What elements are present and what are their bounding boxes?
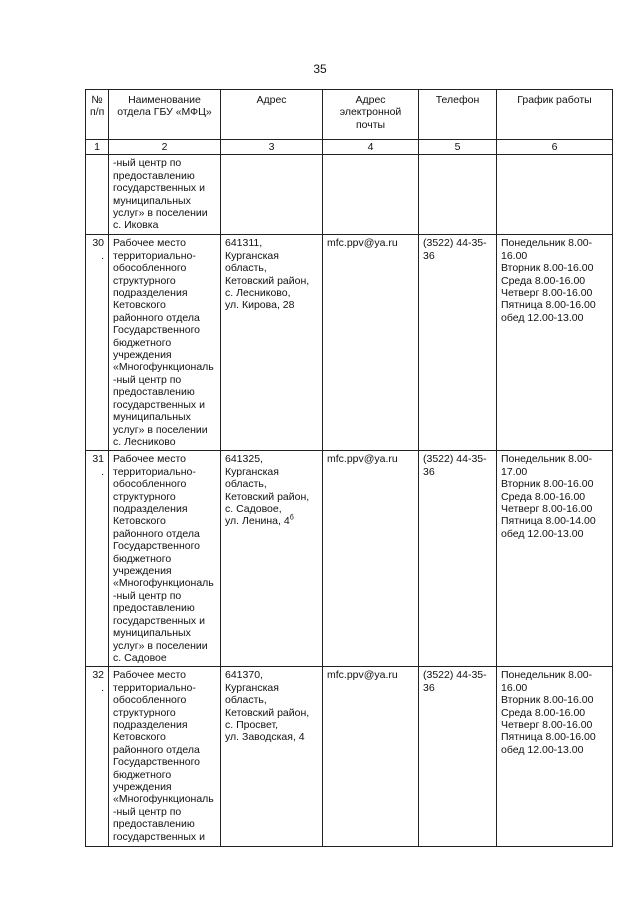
table-row [86,667,613,847]
row-number [86,155,109,235]
text-line: ул. Ленина, $4^б$ [225,514,294,528]
text-line: муниципальных [113,411,191,424]
text-line: бюджетного [113,336,172,349]
text-line: Государственного [113,324,201,337]
text-line: № [91,94,103,106]
text-line: -ный центр по [113,157,182,170]
text-line: -ный центр по [113,373,182,386]
schedule-cell [497,235,613,451]
address-cell [221,667,323,847]
text-line: бюджетного [113,768,172,781]
text-line: предоставлению [113,818,195,831]
address-cell [221,451,323,667]
text-line: -ный центр по [113,805,182,818]
text-line: «Многофункциональ [113,361,214,374]
header-cell [419,90,497,140]
email-cell: mfc.ppv@ya.ru [323,451,419,667]
text-line: 36 [423,465,435,478]
text-line: районного отдела [113,311,200,324]
text-line: область, [225,694,267,707]
text-line: область, [225,262,267,275]
text-line: п/п [90,106,105,119]
text-line: бюджетного [113,552,172,565]
text-line: с. Иковка [113,219,159,232]
text-line: предоставлению [113,169,195,182]
text-line: Курганская [225,681,279,694]
header-cell [323,90,419,140]
header-row [86,90,613,140]
phone-cell [419,235,497,451]
text-line: территориально- [113,465,196,478]
text-line: -ный центр по [113,589,182,602]
text-line: с. Садовое [113,651,167,664]
text-line: Понедельник 8.00- [501,453,593,466]
text-line: структурного [113,490,176,503]
address-cell [221,235,323,451]
text-line: учреждения [113,349,172,362]
text-line: электронной [339,106,402,119]
column-number: 6 [497,140,613,155]
text-line: Кетовский район, [225,706,310,719]
text-line: Кетовский район, [225,274,310,287]
text-line: 641311, [225,237,263,250]
text-line: почты [355,118,386,131]
text-line: государственных и [113,398,205,411]
header-cell [109,90,221,140]
text-line: Среда 8.00-16.00 [501,706,586,719]
text-line: Государственного [113,540,201,553]
text-line: территориально- [113,681,196,694]
text-line: подразделения [113,503,188,516]
text-line: учреждения [113,781,172,794]
row-number: 32. [86,667,109,847]
text-line: Адрес [256,94,287,106]
table-row [86,451,613,667]
text-line: 36 [423,249,435,262]
text-line: Адрес [355,94,386,106]
text-line: муниципальных [113,627,191,640]
text-line: «Многофункциональ [113,577,214,590]
text-line: Пятница 8.00-16.00 [501,731,596,744]
table-row [86,155,613,235]
text-line: отдела ГБУ «МФЦ» [117,106,212,119]
header-cell [221,90,323,140]
text-line: Рабочее место [113,237,187,250]
text-line: 17.00 [501,465,528,478]
text-line: (3522) 44-35- [423,453,487,466]
text-line: (3522) 44-35- [423,237,487,250]
text-line: 641325, [225,453,263,466]
department-name [109,235,221,451]
text-line: с. Лесниково [113,435,176,448]
text-line: муниципальных [113,194,191,207]
text-line: государственных и [113,182,205,195]
text-line: область, [225,478,267,491]
text-line: Среда 8.00-16.00 [501,490,586,503]
department-name [109,667,221,847]
header-cell [497,90,613,140]
text-line: Четверг 8.00-16.00 [501,287,593,300]
text-line: Курганская [225,249,279,262]
text-line: обособленного [113,478,187,491]
text-line: Государственного [113,756,201,769]
text-line: Понедельник 8.00- [501,669,593,682]
text-line: Кетовского [113,299,166,312]
text-line: Вторник 8.00-16.00 [501,262,594,275]
text-line: услуг» в поселении [113,207,208,220]
text-line: Телефон [435,94,480,106]
column-number: 3 [221,140,323,155]
mfc-departments-table [85,89,613,847]
text-line: услуг» в поселении [113,423,208,436]
row-number: 30. [86,235,109,451]
text-line: обособленного [113,694,187,707]
column-number: 2 [109,140,221,155]
text-line: обед 12.00-13.00 [501,527,584,540]
text-line: районного отдела [113,527,200,540]
page-number: 35 [313,62,327,76]
text-line: с. Садовое, [225,503,282,516]
text-line: Среда 8.00-16.00 [501,274,586,287]
schedule-cell [497,155,613,235]
email-cell [323,155,419,235]
text-line: обособленного [113,262,187,275]
email-cell: mfc.ppv@ya.ru [323,667,419,847]
address-cell [221,155,323,235]
phone-cell [419,667,497,847]
text-line: с. Просвет, [225,719,279,732]
text-line: подразделения [113,287,188,300]
text-line: Четверг 8.00-16.00 [501,719,593,732]
text-line: 641370, [225,669,263,682]
column-number-row [86,140,613,155]
text-line: Понедельник 8.00- [501,237,593,250]
text-line: Курганская [225,465,279,478]
text-line: районного отдела [113,743,200,756]
text-line: Вторник 8.00-16.00 [501,694,594,707]
row-number: 31. [86,451,109,667]
text-line: предоставлению [113,602,195,615]
text-line: государственных и [113,830,205,843]
text-line: с. Лесниково, [225,287,291,300]
text-line: Кетовского [113,731,166,744]
text-line: ул. Заводская, 4 [225,731,305,744]
text-line: предоставлению [113,386,195,399]
column-number: 4 [323,140,419,155]
schedule-cell [497,451,613,667]
text-line: структурного [113,274,176,287]
text-line: Пятница 8.00-16.00 [501,299,596,312]
column-number: 5 [419,140,497,155]
phone-cell [419,451,497,667]
header-cell [86,90,109,140]
text-line: 16.00 [501,249,528,262]
text-line: Пятница 8.00-14.00 [501,515,596,528]
department-name [109,155,221,235]
text-line: Кетовский район, [225,490,310,503]
text-line: обед 12.00-13.00 [501,743,584,756]
text-line: обед 12.00-13.00 [501,311,584,324]
text-line: Кетовского [113,515,166,528]
text-line: Четверг 8.00-16.00 [501,503,593,516]
text-line: Наименование [128,94,201,106]
phone-cell [419,155,497,235]
text-line: государственных и [113,614,205,627]
text-line: услуг» в поселении [113,639,208,652]
text-line: Рабочее место [113,453,187,466]
text-line: Вторник 8.00-16.00 [501,478,594,491]
text-line: «Многофункциональ [113,793,214,806]
schedule-cell [497,667,613,847]
text-line: График работы [517,94,592,106]
text-line: 36 [423,681,435,694]
table-row [86,235,613,451]
text-line: Рабочее место [113,669,187,682]
email-cell: mfc.ppv@ya.ru [323,235,419,451]
text-line: 16.00 [501,681,528,694]
department-name [109,451,221,667]
column-number: 1 [86,140,109,155]
superscript: б [289,514,294,522]
text-line: ул. Кирова, 28 [225,299,295,312]
text-line: учреждения [113,565,172,578]
text-line: подразделения [113,719,188,732]
text-line: территориально- [113,249,196,262]
text-line: (3522) 44-35- [423,669,487,682]
text-line: структурного [113,706,176,719]
